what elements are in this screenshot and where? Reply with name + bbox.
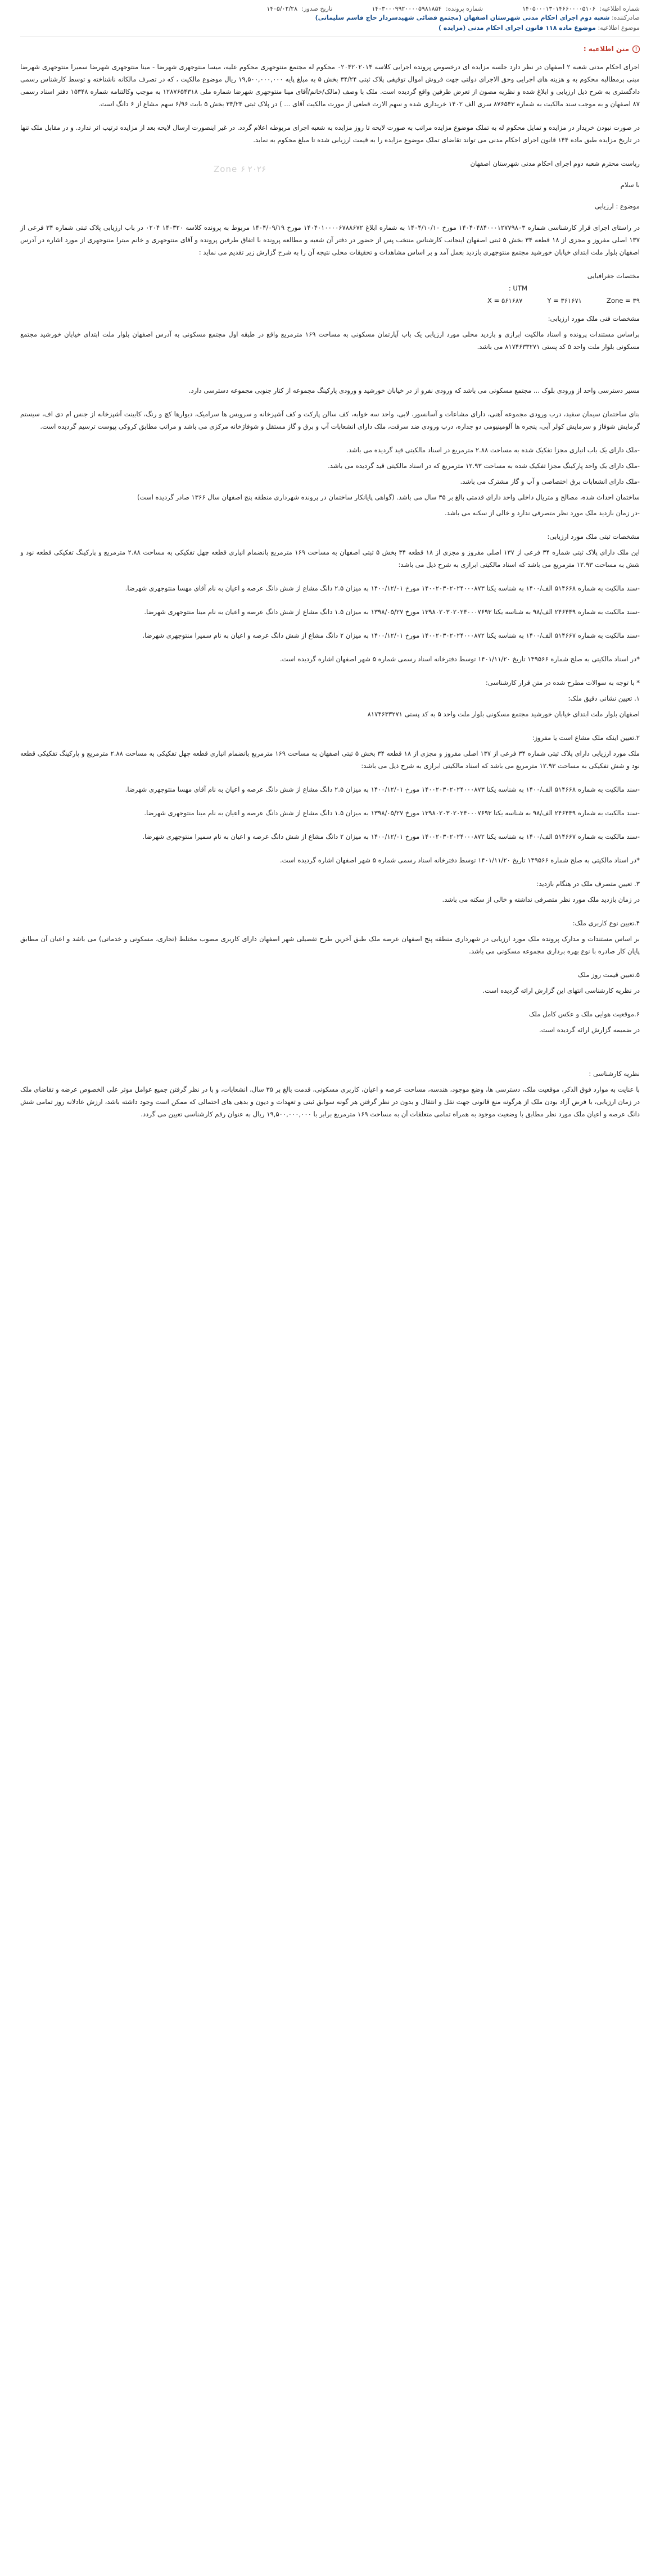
deed-repeat-2: -سند مالکیت به شماره ۲۴۶۴۴۹ الف/۹۸ به شناسه یکتا ۱۳۹۸۰۲۰۳۰۲۰۲۴۰۰۰۷۶۹۳ مورخ ۱۳۹۸/۰۵/۲۷ به میزان ۱.۵ دانگ مشاع از شش دانگ عرصه و اعیان به نام مینا منتوجهری شهرضا. (144, 809, 640, 817)
subject-label: موضوع اطلاعیه: (598, 24, 640, 31)
questions-intro: * با توجه به سوالات مطرح شده در متن قرار کارشناسی: (485, 679, 640, 687)
q1-answer: اصفهان بلوار ملت ابتدای خیابان خورشید مجتمع مسکونی بلوار ملت واحد ۵ به کد پستی ۸۱۷۴۶۳۳۲۷۱ (367, 710, 640, 718)
notice-number-label: شماره اطلاعیه: (599, 4, 640, 12)
q6-answer: در ضمیمه گزارش ارائه گردیده است. (539, 1026, 640, 1034)
coord-x: X = ۵۶۱۶۸۷ (487, 297, 523, 305)
usage-line-1: -ملک دارای یک باب انباری مجزا تفکیک شده به مساحت ۲.۸۸ مترمربع در اسناد مالکیتی قید گردیده می باشد. (346, 446, 640, 454)
notice-text-title: متن اطلاعیه : (583, 45, 629, 53)
lease-line: *در اسناد مالکیتی به صلح شماره ۱۴۹۵۶۶ تاریخ ۱۴۰۱/۱۱/۲۰ توسط دفترخانه اسناد رسمی شماره ۵ شهر اصفهان اشاره گردیده است. (279, 655, 640, 663)
utm-label: مختصات جغرافیایی (587, 272, 640, 280)
paragraph-1: اجرای احکام مدنی شعبه ۲ اصفهان در نظر دارد جلسه مزایده ای درخصوص پرونده اجرایی کلاسه ۰۲۰۴۲۰۲۰۱۴ محکوم له مجتمع منتوجهری محکوم علیه، میسا منتوجهری شهرضا - مینا منتوجهری شهرضا سمیرا منتوجهری شهرضا مبنی برمطالبه محکوم به و هزینه های اجرایی وحق الاجرای دولتی جهت فروش اموال توقیفی پلاک ثبتی ۳۴/۲۴ بخش ۵ به مبلغ پایه ۱۹,۵۰۰,۰۰۰,۰۰۰ ریال موضوع مالکیت ، که در تصرف مالکانه ناشناخته و توسط کارشناس رسمی دادگستری به شرح ذیل ارزیابی و ابلاغ شده و نظریه مصون از تعرض طرفین واقع گردیده است. ملک با وصف (مالک/خانم/آقای مینا منتوجهری شهرضا شماره ملی ۱۲۸۷۶۵۴۳۱۸ به موجب وکالتنامه شماره ۱۵۳۴۸ دفتر اسناد رسمی ۸۷ اصفهان و به موجب سند مالکیت به شماره ۸۷۶۵۴۳ سری الف ۱۴۰۲ خریداری شده و سهم الارث قطعی از مورث مالکیت آقای ... ) در پلاک ثبتی ۳۴/۲۴ بخش ۵ بابت ۶/۹۶ سهم مشاع از ۶ دانگ است. (20, 63, 640, 108)
q6: ۶.موقعیت هوایی ملک و عکس کامل ملک (528, 1010, 640, 1018)
q1: ۱. تعیین نشانی دقیق ملک: (568, 694, 640, 702)
spec-title: مشخصات فنی ملک مورد ارزیابی: (548, 315, 640, 322)
issue-date-label: تاریخ صدور: (301, 4, 333, 12)
address-line-2: با سلام (620, 181, 640, 189)
warning-icon (632, 46, 640, 53)
paragraph-2: در صورت نبودن خریدار در مزایده و تمایل محکوم له به تملک موضوع مزایده مراتب به صورت لایحه تا روز مزایده به شعبه اجرای مربوطه اعلام گردد. در غیر اینصورت ارسال لایحه بعد از مزایده ترتیب اثر ندارد. و در مقابل ملک تنها در تاریخ مزایده طبق ماده ۱۴۴ قانون اجرای احکام مدنی می تواند تقاضای تملک موضوع مزایده را به قیمت ارزیابی شده تا مبلغ محکوم به نماید. (20, 124, 640, 144)
deed-2: -سند مالکیت به شماره ۲۴۶۴۴۹ الف/۹۸ به شناسه یکتا ۱۳۹۸۰۲۰۳۰۲۰۲۴۰۰۰۷۶۹۳ مورخ ۱۳۹۸/۰۵/۲۷ به میزان ۱.۵ دانگ مشاع از شش دانگ عرصه و اعیان به نام مینا منتوجهری شهرضا. (144, 608, 640, 616)
spec-paragraph: براساس مستندات پرونده و اسناد مالکیت ابرازی و بازدید محلی مورد ارزیابی یک باب آپارتمان مسکونی به مساحت ۱۶۹ مترمربع واقع در طبقه اول مجتمع مسکونی به آدرس اصفهان بلوار ملت ابتدای خیابان خورشید مجتمع مسکونی بلوار ملت واحد ۵ کد پستی ۸۱۷۴۶۳۳۲۷۱ می باشد. (20, 330, 640, 351)
coords-row (20, 294, 640, 307)
coord-y: Y = ۳۶۱۶۷۱ (547, 297, 582, 305)
q3: ۳. تعیین متصرف ملک در هنگام بازدید: (536, 880, 640, 888)
case-number (372, 5, 483, 12)
intro-paragraph: در راستای اجرای قرار کارشناسی شماره ۱۴۰۴۰۴۸۴۰۰۰۱۲۷۷۹۸۰۳ مورخ ۱۴۰۴/۱۰/۱۰ به شماره ابلاغ ۱۴۰۴۰۱۰۰۰۰۶۷۸۸۶۷۲ مورخ ۱۴۰۴/۰۹/۱۹ مربوط به پرونده کلاسه ۱۴۰۳۲۰ ۰۲۰۴ در باب ارزیابی پلاک ثبتی شماره ۳۴ فرعی از ۱۳۷ اصلی مفروز و مجزی از ۱۸ قطعه ۳۴ بخش ۵ ثبتی اصفهان اینجانب کارشناس منتخب پس از حضور در دفتر آن شعبه و مطالعه پرونده با اتفاق طرفین پرونده و آقای منتوجهری و خانم میترا منتوجهری از مورد اشاره در آدرس اصفهان بلوار ملت ابتدای خیابان خورشید مجتمع منتوجهری بازدید بعمل آمد و بر اساس مشاهدات و تحقیقات محلی نتیجه آن را به شرح گزارش زیر تقدیم می نماید : (20, 224, 640, 256)
lease-line-2: *در اسناد مالکیتی به صلح شماره ۱۴۹۵۶۶ تاریخ ۱۴۰۱/۱۱/۲۰ توسط دفترخانه اسناد رسمی شماره ۵ شهر اصفهان اشاره گردیده است. (279, 856, 640, 864)
watermark: Zone ۶ ۲۰۲۶ (214, 164, 266, 174)
usage-line-2: -ملک دارای یک واحد پارکینگ مجزا تفکیک شده به مساحت ۱۲.۹۳ مترمربع که در اسناد مالکیتی قید گردیده می باشد. (328, 462, 640, 470)
q5: ۵.تعیین قیمت روز ملک (578, 971, 640, 979)
access-paragraph: مسیر دسترسی واحد از ورودی بلوک ... مجتمع مسکونی می باشد که ورودی نفرو از در خیابان خورشید و ورودی پارکینگ مجموعه از کنار جنوبی مجموعه دسترسی دارد. (188, 387, 640, 394)
case-number-value: ۱۴۰۳۰۰۰۹۹۲۰۰۰۰۵۹۸۱۸۵۴ (372, 4, 442, 12)
q2: ۲.تعیین اینکه ملک مشاع است یا مفروز: (532, 734, 640, 742)
address-line-1: ریاست محترم شعبه دوم اجرای احکام مدنی شهرستان اصفهان (470, 160, 640, 167)
q2-answer: ملک مورد ارزیابی دارای پلاک ثبتی شماره ۳۴ فرعی از ۱۳۷ اصلی مفروز و مجزی از ۱۸ قطعه ۳۴ بخش ۵ ثبتی اصفهان به مساحت ۱۶۹ مترمربع بانضمام انباری قطعه چهل تفکیکی به مساحت ۲.۸۸ مترمربع و پارکینگ تفکیکی قطعه نود و شش تفکیکی به مساحت ۱۲.۹۳ مترمربع می باشد که اسناد مالکیتی ابرازی به شرح ذیل می باشد: (20, 749, 640, 770)
usage-line-5: -در زمان بازدید ملک مورد نظر متصرفی ندارد و خالی از سکنه می باشد. (445, 509, 640, 517)
notice-number (522, 5, 640, 12)
opinion-paragraph: با عنایت به موارد فوق الذکر، موقعیت ملک، دسترسی ها، وضع موجود، هندسه، مساحت عرصه و اعیان، کاربری مسکونی، قدمت بالغ بر ۳۵ سال، انشعابات، و با در نظر گرفتن جمیع عوامل موثر علی الخصوص عرضه و تقاضای ملک در زمان ارزیابی، با فرض آزاد بودن ملک از هرگونه منع قانونی جهت نقل و انتقال و بدون در نظر گرفتن هر گونه سوابق ثبتی و تعهدات و دیون و بدهی های احتمالی که ممکن است وجود داشته باشد، ارزش عادلانه روز تمامی شش دانگ عرصه و اعیان ملک مورد نظر مطابق با وضعیت موجود به همراه تمامی متعلقات آن به مساحت ۱۶۹ مترمربع برابر با ۱۹,۵۰۰,۰۰۰,۰۰۰ ریال به عنوان رقم کارشناسی تعیین می گردد. (20, 1085, 640, 1118)
utm-title: UTM : (508, 284, 527, 292)
deed-repeat-3: -سند مالکیت به شماره ۵۱۴۶۶۷ الف/۱۴۰۰ به شناسه یکتا ۱۴۰۰۲۰۳۰۲۰۲۴۰۰۰۸۷۲ مورخ ۱۴۰۰/۱۲/۰۱ به میزان ۲ دانگ مشاع از شش دانگ عرصه و اعیان به نام سمیرا منتوجهری شهرضا. (142, 833, 640, 841)
q5-answer: در نظریه کارشناسی انتهای این گزارش ارائه گردیده است. (482, 987, 640, 994)
q4: ۴.تعیین نوع کاربری ملک: (572, 919, 640, 927)
legal-paragraph: این ملک دارای پلاک ثبتی شماره ۳۴ فرعی از ۱۳۷ اصلی مفروز و مجزی از ۱۸ قطعه ۳۴ بخش ۵ ثبتی اصفهان به مساحت ۱۶۹ مترمربع بانضمام انباری قطعه چهل تفکیکی به مساحت ۲.۸۸ مترمربع و پارکینگ تفکیکی قطعه نود و شش به مساحت ۱۲.۹۳ مترمربع می باشد که اسناد مالکیتی ابرازی به شرح ذیل می باشد: (20, 548, 640, 569)
deed-3: -سند مالکیت به شماره ۵۱۴۶۶۷ الف/۱۴۰۰ به شناسه یکتا ۱۴۰۰۲۰۳۰۲۰۲۴۰۰۰۸۷۲ مورخ ۱۴۰۰/۱۲/۰۱ به میزان ۲ دانگ مشاع از شش دانگ عرصه و اعیان به نام سمیرا منتوجهری شهرضا. (142, 631, 640, 639)
q4-answer: بر اساس مستندات و مدارک پرونده ملک مورد ارزیابی در شهرداری منطقه پنج اصفهان عرصه ملک طبق آخرین طرح تفصیلی شهر اصفهان دارای کاربری مصوب مختلط (تجاری، مسکونی و خدماتی) می باشد و اعیان آن مطابق پایان کار صادره با نوع بهره برداری مجموعه مسکونی می باشد. (20, 935, 640, 955)
notice-number-value: ۱۴۰۵۰۰۰۱۳۰۱۴۶۶۰۰۰۰۵۱۰۶ (522, 4, 596, 12)
issuer-row (0, 12, 660, 21)
case-number-label: شماره پرونده: (445, 4, 483, 12)
usage-line-3: -ملک دارای انشعابات برق اختصاصی و آب و گاز مشترک می باشد. (460, 478, 640, 485)
features-paragraph: بنای ساختمان سیمان سفید، درب ورودی مجموعه آهنی، دارای مشاعات و آسانسور، لابی، واحد سه خوابه، کف سالن پارکت و کف آشپزخانه و سرویس ها سرامیک، دیوارها کچ و رنگ، کابینت آشپزخانه از جنس ام دی اف، سیستم گرمایش شوفاژ و سرمایش کولر آبی، پنجره ها آلومینیومی دو جداره، درب ورودی ضد سرقت، ملک دارای انشعابات آب و برق و گاز مستقل و شوفاژخانه مرکزی می باشد و مراتب مطابق کروکی پیوست ترسیم گردیده است. (20, 410, 640, 430)
notice-meta-row (0, 0, 660, 12)
deed-repeat-1: -سند مالکیت به شماره ۵۱۴۶۶۸ الف/۱۴۰۰ به شناسه یکتا ۱۴۰۰۲۰۳۰۲۰۲۴۰۰۰۸۷۳ مورخ ۱۴۰۰/۱۲/۰۱ به میزان ۲.۵ دانگ مشاع از شش دانگ عرصه و اعیان به نام آقای مهسا منتوجهری شهرضا. (125, 785, 640, 793)
issue-date (266, 5, 332, 12)
notice-text-heading (0, 37, 660, 56)
q3-answer: در زمان بازدید ملک مورد نظر متصرفی نداشته و خالی از سکنه می باشد. (442, 896, 640, 903)
opinion-title: نظریه کارشناسی : (589, 1070, 640, 1078)
usage-line-4: ساختمان احداث شده، مصالح و متریال داخلی واحد دارای قدمتی بالغ بر ۳۵ سال می باشد. (گواهی پایانکار ساختمان در پرونده شهرداری منطقه پنج اصفهان سال ۱۳۶۶ صادر گردیده است) (137, 493, 640, 501)
issuer-label: صادرکننده: (611, 14, 640, 21)
subject-row (0, 21, 660, 31)
subject-value: موضوع ماده ۱۱۸ قانون اجرای احکام مدنی (مزایده ) (439, 24, 596, 31)
notice-body (0, 56, 660, 1120)
legal-title: مشخصات ثبتی ملک مورد ارزیابی: (547, 533, 640, 540)
issuer-value: شعبه دوم اجرای احکام مدنی شهرستان اصفهان (مجتمع قضائی شهیدسردار حاج قاسم سلیمانی) (315, 14, 610, 21)
deed-1: -سند مالکیت به شماره ۵۱۴۶۶۸ الف/۱۴۰۰ به شناسه یکتا ۱۴۰۰۲۰۳۰۲۰۲۴۰۰۰۸۷۳ مورخ ۱۴۰۰/۱۲/۰۱ به میزان ۲.۵ دانگ مشاع از شش دانگ عرصه و اعیان به نام آقای مهسا منتوجهری شهرضا. (125, 584, 640, 592)
address-line-3: موضوع : ارزیابی (594, 202, 640, 210)
coord-zone: Zone = ۳۹ (606, 297, 640, 305)
issue-date-value: ۱۴۰۵/۰۲/۲۸ (266, 4, 297, 12)
